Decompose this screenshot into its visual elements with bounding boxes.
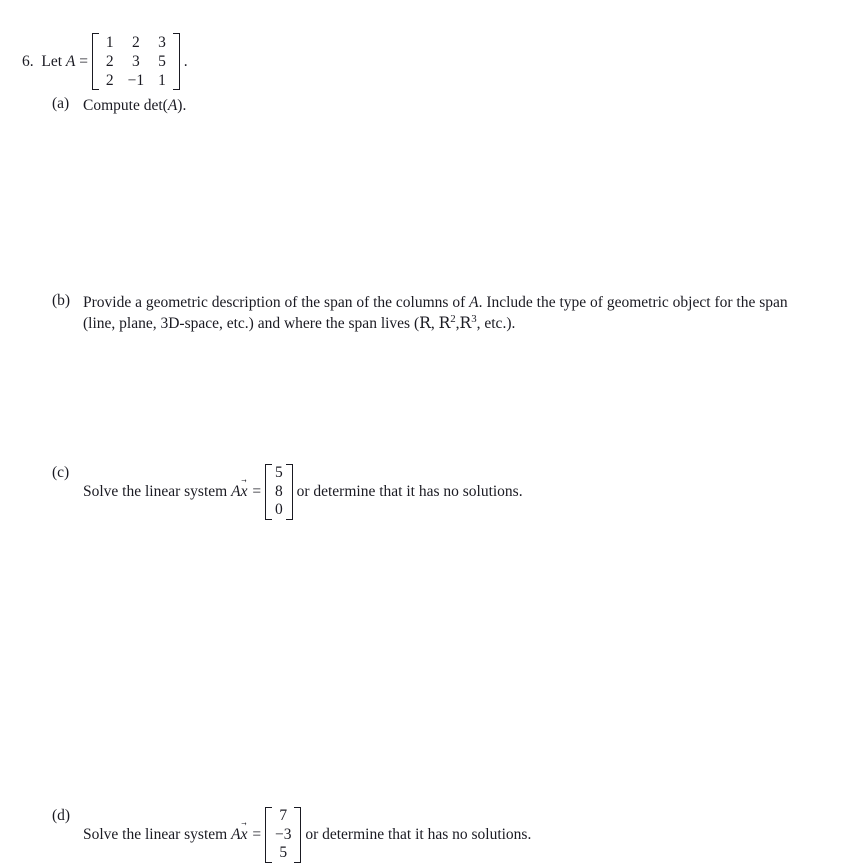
part-a-label: (a) (52, 95, 70, 112)
matrix-cell: 2 (105, 72, 114, 89)
part-b-line1-after: . Include the type of geometric object (478, 294, 711, 311)
spacer-1 (34, 54, 42, 70)
part-d-matrix-symbol: A (231, 826, 241, 844)
matrix-cell: 1 (158, 72, 166, 89)
part-a-variable: A (167, 97, 178, 114)
matrix-symbol-A: A (65, 52, 76, 70)
matrix-cell: 2 (132, 34, 140, 51)
set-symbol-r3-exponent: 3 (471, 312, 477, 325)
problem-statement-6 (22, 33, 188, 90)
part-c-vector-symbol: x → (241, 481, 249, 502)
matrix-cell: −1 (127, 72, 145, 89)
part-b-line2-before: for the span (line, plane, 3D-space, etc.) and where the span lives ( (83, 294, 788, 332)
problem-6-equation (22, 33, 188, 90)
matrix-right-bracket (173, 33, 180, 90)
matrix-row (99, 52, 173, 71)
vector-row (272, 464, 286, 483)
set-symbol-r: R (419, 314, 431, 332)
part-b-line1-before: Provide a geometric description of the span of the columns of (83, 294, 466, 311)
part-d-text-after: or determine that it has no solutions. (305, 826, 532, 844)
part-b-line2-tail: , etc.). (476, 315, 516, 332)
part-b-label: (b) (52, 292, 71, 309)
matrix-cell: 3 (158, 34, 166, 51)
vector-left-bracket (265, 464, 272, 520)
vector-cell: 0 (274, 501, 283, 518)
part-c-text-after: or determine that it has no solutions. (296, 483, 523, 501)
vector-right-bracket (286, 464, 293, 520)
part-d-rhs-vector (265, 807, 302, 863)
part-b-variable: A (469, 294, 479, 311)
part-d-equation-line (83, 807, 531, 863)
vector-row (272, 826, 295, 845)
matrix-cell: 3 (132, 53, 140, 70)
set-separator: , (455, 315, 460, 332)
part-a-text-before: Compute det( (83, 97, 168, 114)
matrix-A (92, 33, 180, 90)
vector-cell: −3 (274, 825, 292, 843)
part-d-equals: = (252, 826, 262, 844)
vector-row (272, 844, 295, 863)
vector-cell: 5 (279, 844, 288, 861)
trailing-period: . (183, 52, 188, 70)
set-separator: , (430, 315, 435, 332)
matrix-cell: 2 (105, 53, 114, 70)
part-c-equals: = (252, 483, 262, 501)
equals-sign: = (79, 52, 88, 70)
vector-row (272, 483, 286, 502)
part-d-text (83, 807, 531, 863)
vector-right-bracket (294, 807, 301, 863)
vector-row (272, 807, 295, 826)
part-d-vector-symbol: x → (241, 824, 249, 845)
part-c-label: (c) (52, 464, 70, 481)
part-c-text-before: Solve the linear system (83, 483, 228, 501)
part-d-vector-body (272, 807, 295, 863)
matrix-row (99, 33, 173, 52)
problem-number: 6. (22, 52, 34, 70)
part-c-rhs-vector (265, 464, 293, 520)
part-d-label: (d) (52, 807, 71, 824)
matrix-left-bracket (92, 33, 99, 90)
part-c-matrix-symbol: A (231, 483, 241, 501)
lead-in-text: Let (41, 52, 63, 70)
vector-row (272, 501, 286, 520)
part-c-text (83, 464, 523, 520)
matrix-cell: 1 (105, 34, 114, 51)
vector-cell: 5 (274, 464, 283, 481)
matrix-cell: 5 (158, 53, 166, 70)
matrix-A-body (99, 33, 173, 90)
matrix-row (99, 71, 173, 90)
set-symbol-r2: R (438, 314, 451, 332)
part-a-text (83, 95, 186, 116)
part-c-equation-line (83, 464, 523, 520)
part-a-text-after: ). (177, 97, 187, 114)
part-b-text (83, 292, 813, 334)
set-symbol-r2-exponent: 2 (450, 312, 456, 325)
part-c-vector-body (272, 464, 286, 520)
vector-left-bracket (265, 807, 272, 863)
vector-cell: 7 (279, 807, 288, 824)
part-d-text-before: Solve the linear system (83, 826, 228, 844)
vector-cell: 8 (274, 482, 283, 500)
set-symbol-r3: R (459, 314, 472, 332)
